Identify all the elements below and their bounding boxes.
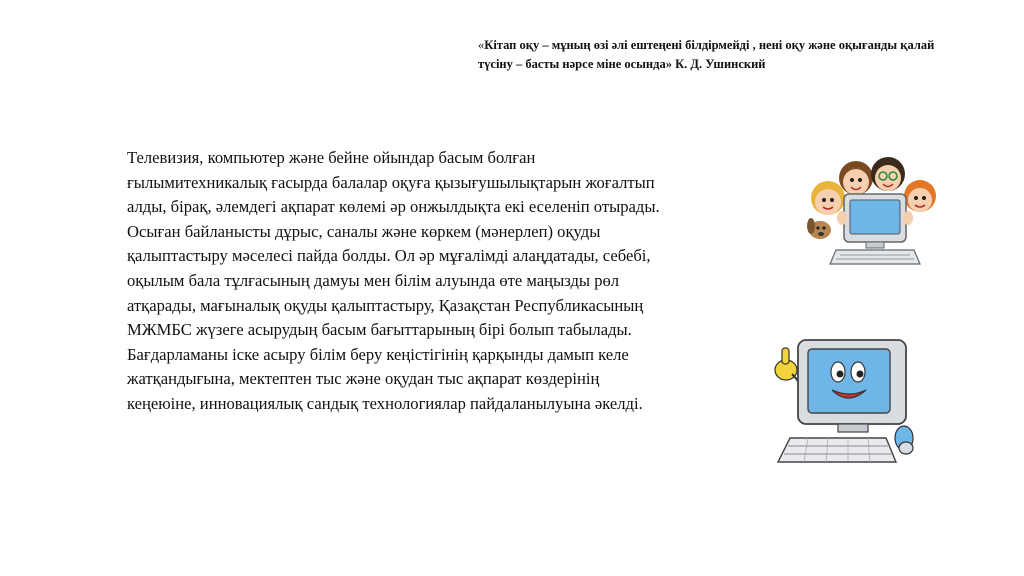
paragraph-line: Телевизия, компьютер және бейне ойындар басым болған [127, 148, 536, 167]
quote-open-mark: « [478, 38, 485, 52]
main-paragraph [127, 146, 767, 417]
paragraph-line: атқарады, мағыналық оқуды қалыптастыру, Қазақстан Республикасының [127, 295, 644, 315]
paragraph-line: Бағдарламаны іске асыру білім беру кеңістігінің қарқынды дамып келе [127, 344, 629, 364]
smiling-computer-icon [768, 334, 918, 466]
paragraph-line: қалыптастыру мәселесі пайда болды. Ол әр мұғалімді алаңдатады, себебі, [127, 246, 651, 266]
paragraph-line: кеңеюіне, инновациялық сандық технологиялар пайдаланылуына әкелді. [127, 393, 643, 413]
children-at-computer-icon [806, 152, 942, 268]
paragraph-line: ғылымитехникалық ғасырда балалар оқуға қызығушылықтарын жоғалтып [127, 172, 655, 192]
paragraph-line: МЖМБС жүзеге асырудың басым бағыттарының бірі болып табылады. [127, 320, 632, 340]
paragraph-line: алды, бірақ, әлемдегі ақпарат көлемі әр онжылдықта екі еселеніп отырады. [127, 197, 660, 217]
quote-text: Кітап оқу – мұның өзі әлі ештеңені білдірмейді , нені оқу және оқығанды қалай түсіну – басты нәрсе міне осында» К. Д. Ушинский [478, 38, 935, 71]
paragraph-line: жатқандығына, мектептен тыс және оқудан тыс ақпарат көздерінің [127, 369, 600, 389]
paragraph-line: оқылым бала тұлғасының дамуы мен білім алуында өте маңызды рөл [127, 270, 620, 290]
epigraph-quote [478, 36, 948, 74]
paragraph-line: Осыған байланысты дұрыс, саналы және көркем (мәнерлеп) оқуды [127, 221, 601, 241]
